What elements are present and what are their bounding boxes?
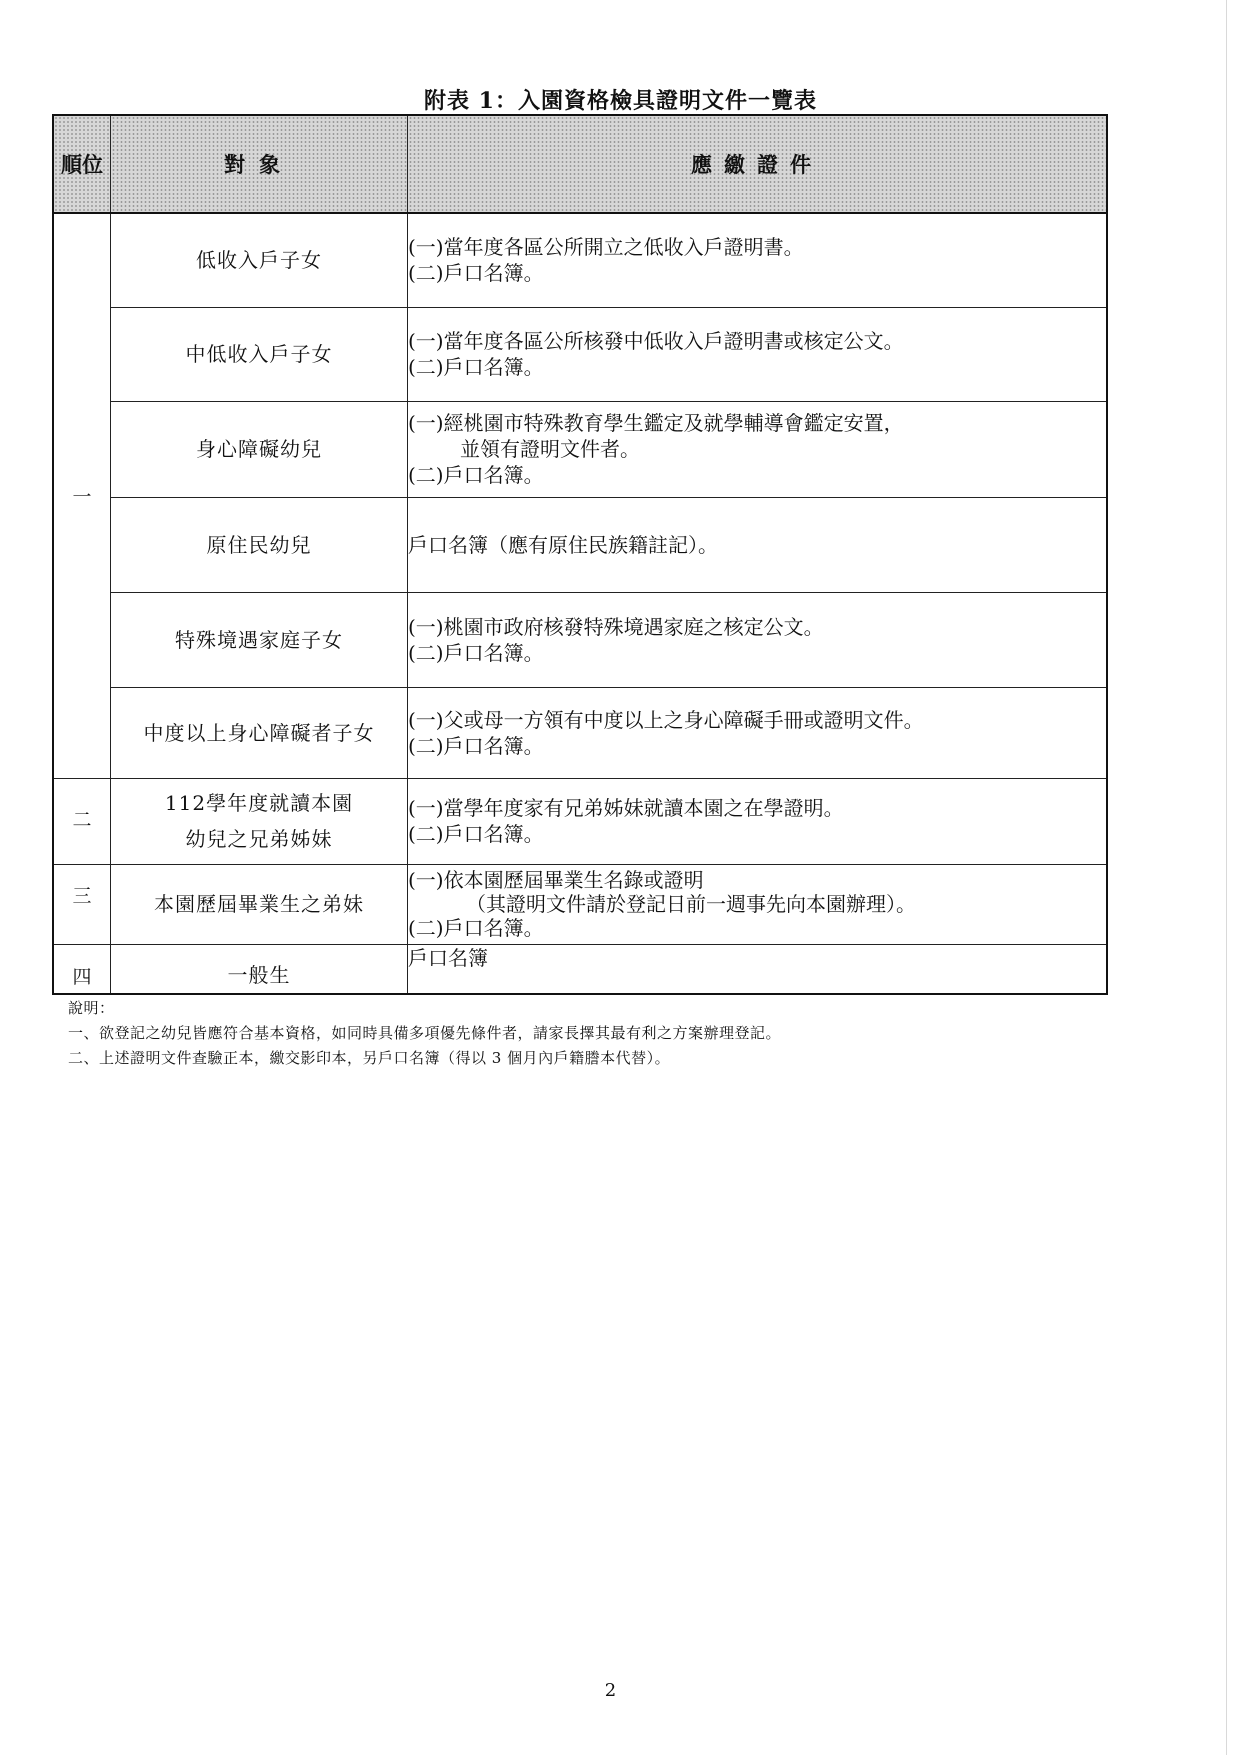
table-header-row — [53, 115, 1107, 213]
table-row — [53, 944, 1107, 994]
documents-cell — [408, 864, 1108, 944]
page-number: 2 — [604, 1680, 617, 1701]
document-line: 戶口名簿（應有原住民族籍註記）。 — [408, 532, 718, 557]
document-line: (二)戶口名簿。 — [408, 916, 544, 940]
notes-heading: 說明： — [68, 999, 115, 1017]
document-line: (一)依本園歷屆畢業生名錄或證明 — [408, 868, 704, 892]
note-item: 二、上述證明文件查驗正本，繳交影印本，另戶口名簿（得以 3 個月內戶籍謄本代替）。 — [68, 1049, 671, 1067]
documents-cell — [408, 687, 1108, 778]
documents-cell — [408, 944, 1108, 994]
table-row — [53, 592, 1107, 687]
subject-cell: 特殊境遇家庭子女 — [111, 592, 408, 687]
subject-cell: 原住民幼兒 — [111, 497, 408, 592]
note-item: 一、欲登記之幼兒皆應符合基本資格，如同時具備多項優先條件者，請家長擇其最有利之方案辦理登記。 — [68, 1024, 782, 1042]
table-row — [53, 778, 1107, 864]
rank-cell: 四 — [53, 944, 111, 994]
subject-cell: 身心障礙幼兒 — [111, 401, 408, 497]
document-line: (一)經桃園市特殊教育學生鑑定及就學輔導會鑑定安置， — [408, 411, 904, 435]
subject-line: 幼兒之兄弟姊妹 — [185, 827, 333, 851]
requirements-table — [52, 114, 1108, 995]
table-row — [53, 307, 1107, 401]
rank-cell: 三 — [53, 864, 111, 944]
notes-section — [68, 996, 781, 1071]
table-row — [53, 213, 1107, 307]
document-line: (二)戶口名簿。 — [408, 261, 544, 286]
document-line: (二)戶口名簿。 — [408, 733, 544, 758]
document-line: (一)父或母一方領有中度以上之身心障礙手冊或證明文件。 — [408, 707, 924, 732]
document-line: 戶口名簿 — [408, 945, 488, 970]
subject-cell: 中度以上身心障礙者子女 — [111, 687, 408, 778]
subject-cell — [111, 778, 408, 864]
document-line: (一)當年度各區公所開立之低收入戶證明書。 — [408, 235, 804, 260]
document-line: (二)戶口名簿。 — [408, 463, 544, 487]
document-line: 並領有證明文件者。 — [460, 437, 640, 461]
subject-line: 112學年度就讀本園 — [164, 791, 354, 815]
table-row — [53, 497, 1107, 592]
document-line: (一)當年度各區公所核發中低收入戶證明書或核定公文。 — [408, 329, 904, 353]
subject-cell: 中低收入戶子女 — [111, 307, 408, 401]
rank-cell: 一 — [53, 213, 111, 778]
document-line: (一)桃園市政府核發特殊境遇家庭之核定公文。 — [408, 614, 824, 639]
documents-cell — [408, 592, 1108, 687]
document-line: (二)戶口名簿。 — [408, 822, 544, 846]
document-line: （其證明文件請於登記日前一週事先向本園辦理）。 — [466, 892, 916, 916]
table-row — [53, 401, 1107, 497]
documents-cell — [408, 213, 1108, 307]
documents-cell — [408, 497, 1108, 592]
table-row — [53, 864, 1107, 944]
documents-cell — [408, 401, 1108, 497]
header-rank: 順位 — [53, 115, 111, 213]
document-line: (二)戶口名簿。 — [408, 355, 544, 379]
page-title: 附表 1：入園資格檢具證明文件一覽表 — [424, 88, 817, 114]
subject-cell: 本園歷屆畢業生之弟妹 — [111, 864, 408, 944]
header-documents: 應繳證件 — [408, 115, 1108, 213]
table-row — [53, 687, 1107, 778]
documents-cell — [408, 307, 1108, 401]
header-subject: 對象 — [111, 115, 408, 213]
document-line: (二)戶口名簿。 — [408, 640, 544, 665]
subject-cell: 一般生 — [111, 944, 408, 994]
document-line: (一)當學年度家有兄弟姊妹就讀本園之在學證明。 — [408, 796, 844, 820]
documents-cell — [408, 778, 1108, 864]
rank-cell: 二 — [53, 778, 111, 864]
scan-edge — [1226, 0, 1227, 1755]
subject-cell: 低收入戶子女 — [111, 213, 408, 307]
